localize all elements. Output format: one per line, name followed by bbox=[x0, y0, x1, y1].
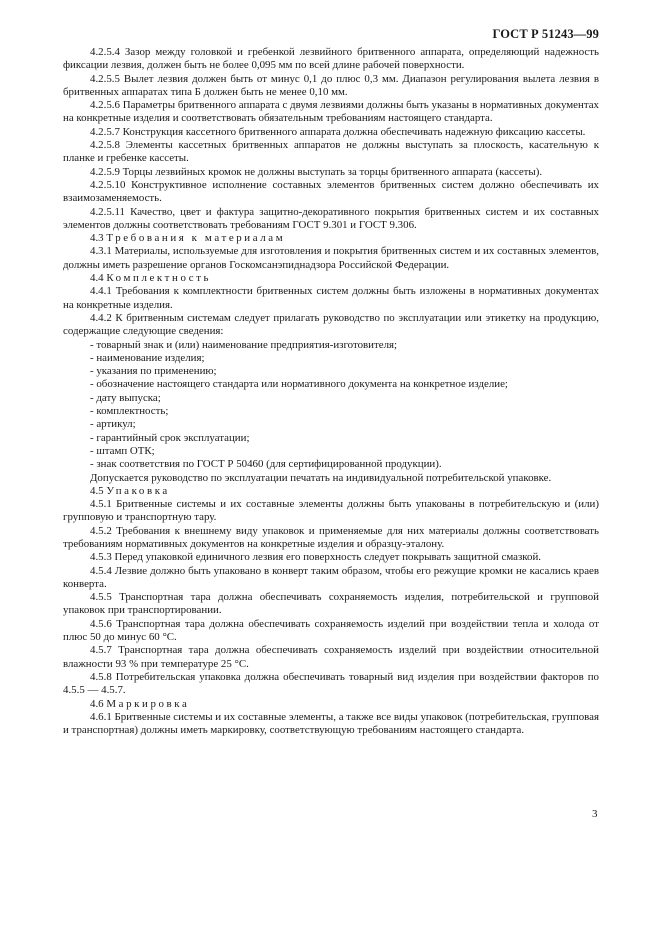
paragraph-4-3-1: 4.3.1 Материалы, используемые для изготовления и покрытия бритвенных систем и их составных элементов, должны иметь разрешение органов Госкомсанэпиднадзора Российской Федерации. bbox=[63, 245, 599, 271]
section-number: 4.5 bbox=[90, 484, 104, 497]
list-item: - указания по применению; bbox=[90, 365, 217, 378]
list-item: - комплектность; bbox=[90, 405, 169, 418]
list-item: - знак соответствия по ГОСТ Р 50460 (для сертифицированной продукции). bbox=[90, 458, 442, 471]
paragraph-4-5-4: 4.5.4 Лезвие должно быть упаковано в конверт таким образом, чтобы его режущие кромки не касались краев конверта. bbox=[63, 564, 599, 590]
paragraph-4-5-1: 4.5.1 Бритвенные системы и их составные элементы должны быть упакованы в потребительскую и (или) групповую и транспортную тару. bbox=[63, 498, 599, 524]
paragraph-4-2-5-5: 4.2.5.5 Вылет лезвия должен быть от минус 0,1 до плюс 0,3 мм. Диапазон регулирования вылета лезвия в бритвенных аппаратах типа Б должен быть не менее 0,10 мм. bbox=[63, 72, 599, 98]
paragraph-4-2-5-8: 4.2.5.8 Элементы кассетных бритвенных аппаратов не должны выступать за плоскость, касательную к планке и гребенке кассеты. bbox=[63, 139, 599, 165]
section-heading-4-5 bbox=[63, 485, 599, 498]
section-title: Упаковка bbox=[106, 484, 170, 497]
list-item: - обозначение настоящего стандарта или нормативного документа на конкретное изделие; bbox=[90, 378, 508, 391]
paragraph-4-5-8: 4.5.8 Потребительская упаковка должна обеспечивать товарный вид изделия при воздействии факторов по 4.5.5 — 4.5.7. bbox=[63, 670, 599, 697]
standard-header: ГОСТ Р 51243—99 bbox=[492, 27, 599, 41]
paragraph-4-5-6: 4.5.6 Транспортная тара должна обеспечивать сохраняемость изделий при воздействии тепла и холода от плюс 50 до минус 60 °С. bbox=[63, 617, 599, 644]
paragraph-allowed: Допускается руководство по эксплуатации печатать на индивидуальной потребительской упаковке. bbox=[90, 471, 552, 484]
paragraph-4-2-5-6: 4.2.5.6 Параметры бритвенного аппарата с двумя лезвиями должны быть указаны в нормативных документах на конкретные изделия и соответствовать обязательным требованиям настоящего стандарта. bbox=[63, 99, 599, 125]
section-number: 4.4 bbox=[90, 272, 104, 285]
paragraph-4-5-5: 4.5.5 Транспортная тара должна обеспечивать сохраняемость изделия, потребительской и групповой упаковок при транспортировании. bbox=[63, 591, 599, 617]
paragraph-4-5-3: 4.5.3 Перед упаковкой единичного лезвия его поверхность следует покрывать защитной смазкой. bbox=[90, 551, 542, 564]
section-number: 4.3 bbox=[90, 232, 104, 245]
list-item: - гарантийный срок эксплуатации; bbox=[90, 431, 250, 444]
paragraph-4-6-1: 4.6.1 Бритвенные системы и их составные элементы, а также все виды упаковок (потребительская, групповая и транспортная) должны иметь маркировку, соответствующую требованиям настоящего стандарта. bbox=[63, 710, 599, 737]
paragraph-4-2-5-11: 4.2.5.11 Качество, цвет и фактура защитно-декоративного покрытия бритвенных систем и их составных элементов должны соответствовать требованиям ГОСТ 9.301 и ГОСТ 9.306. bbox=[63, 205, 599, 231]
section-heading-4-6 bbox=[63, 698, 599, 711]
section-number: 4.6 bbox=[90, 697, 104, 710]
paragraph-4-4-1: 4.4.1 Требования к комплектности бритвенных систем должны быть изложены в нормативных документах на конкретные изделия. bbox=[63, 285, 599, 311]
list-item: - штамп ОТК; bbox=[90, 444, 155, 457]
section-title: Маркировка bbox=[106, 697, 190, 710]
paragraph-4-5-7: 4.5.7 Транспортная тара должна обеспечивать сохраняемость изделий при воздействии относительной влажности 93 % при температуре 25 °С. bbox=[63, 644, 599, 670]
paragraph-4-2-5-10: 4.2.5.10 Конструктивное исполнение составных элементов бритвенных систем должно обеспечивать их взаимозаменяемость. bbox=[63, 178, 599, 205]
paragraph-4-2-5-4: 4.2.5.4 Зазор между головкой и гребенкой лезвийного бритвенного аппарата, определяющий надежность фиксации лезвия, должен быть не более 0,095 мм по всей длине рабочей поверхности. bbox=[63, 46, 599, 72]
list-item: - артикул; bbox=[90, 418, 136, 431]
paragraph-4-4-2: 4.4.2 К бритвенным системам следует прилагать руководство по эксплуатации или этикетку на продукцию, содержащие следующие сведения: bbox=[63, 311, 599, 338]
paragraph-4-5-2: 4.5.2 Требования к внешнему виду упаковок и применяемые для них материалы должны соответствовать требованиям нормативных документов на конкретные изделия и образцу-эталону. bbox=[63, 524, 599, 550]
paragraph-4-2-5-7: 4.2.5.7 Конструкция кассетного бритвенного аппарата должна обеспечивать надежную фиксацию кассеты. bbox=[90, 125, 586, 138]
section-heading-4-4 bbox=[63, 272, 599, 285]
section-title: Комплектность bbox=[106, 272, 212, 285]
document-body bbox=[63, 46, 599, 737]
list-item: - наименование изделия; bbox=[90, 351, 205, 364]
section-heading-4-3 bbox=[63, 232, 599, 245]
paragraph-4-2-5-9: 4.2.5.9 Торцы лезвийных кромок не должны выступать за торцы бритвенного аппарата (кассеты). bbox=[90, 165, 543, 178]
list-item: - товарный знак и (или) наименование предприятия-изготовителя; bbox=[90, 338, 398, 351]
section-title: Требования к материалам bbox=[106, 232, 286, 245]
page-number: 3 bbox=[592, 808, 598, 820]
list-item: - дату выпуска; bbox=[90, 391, 161, 404]
